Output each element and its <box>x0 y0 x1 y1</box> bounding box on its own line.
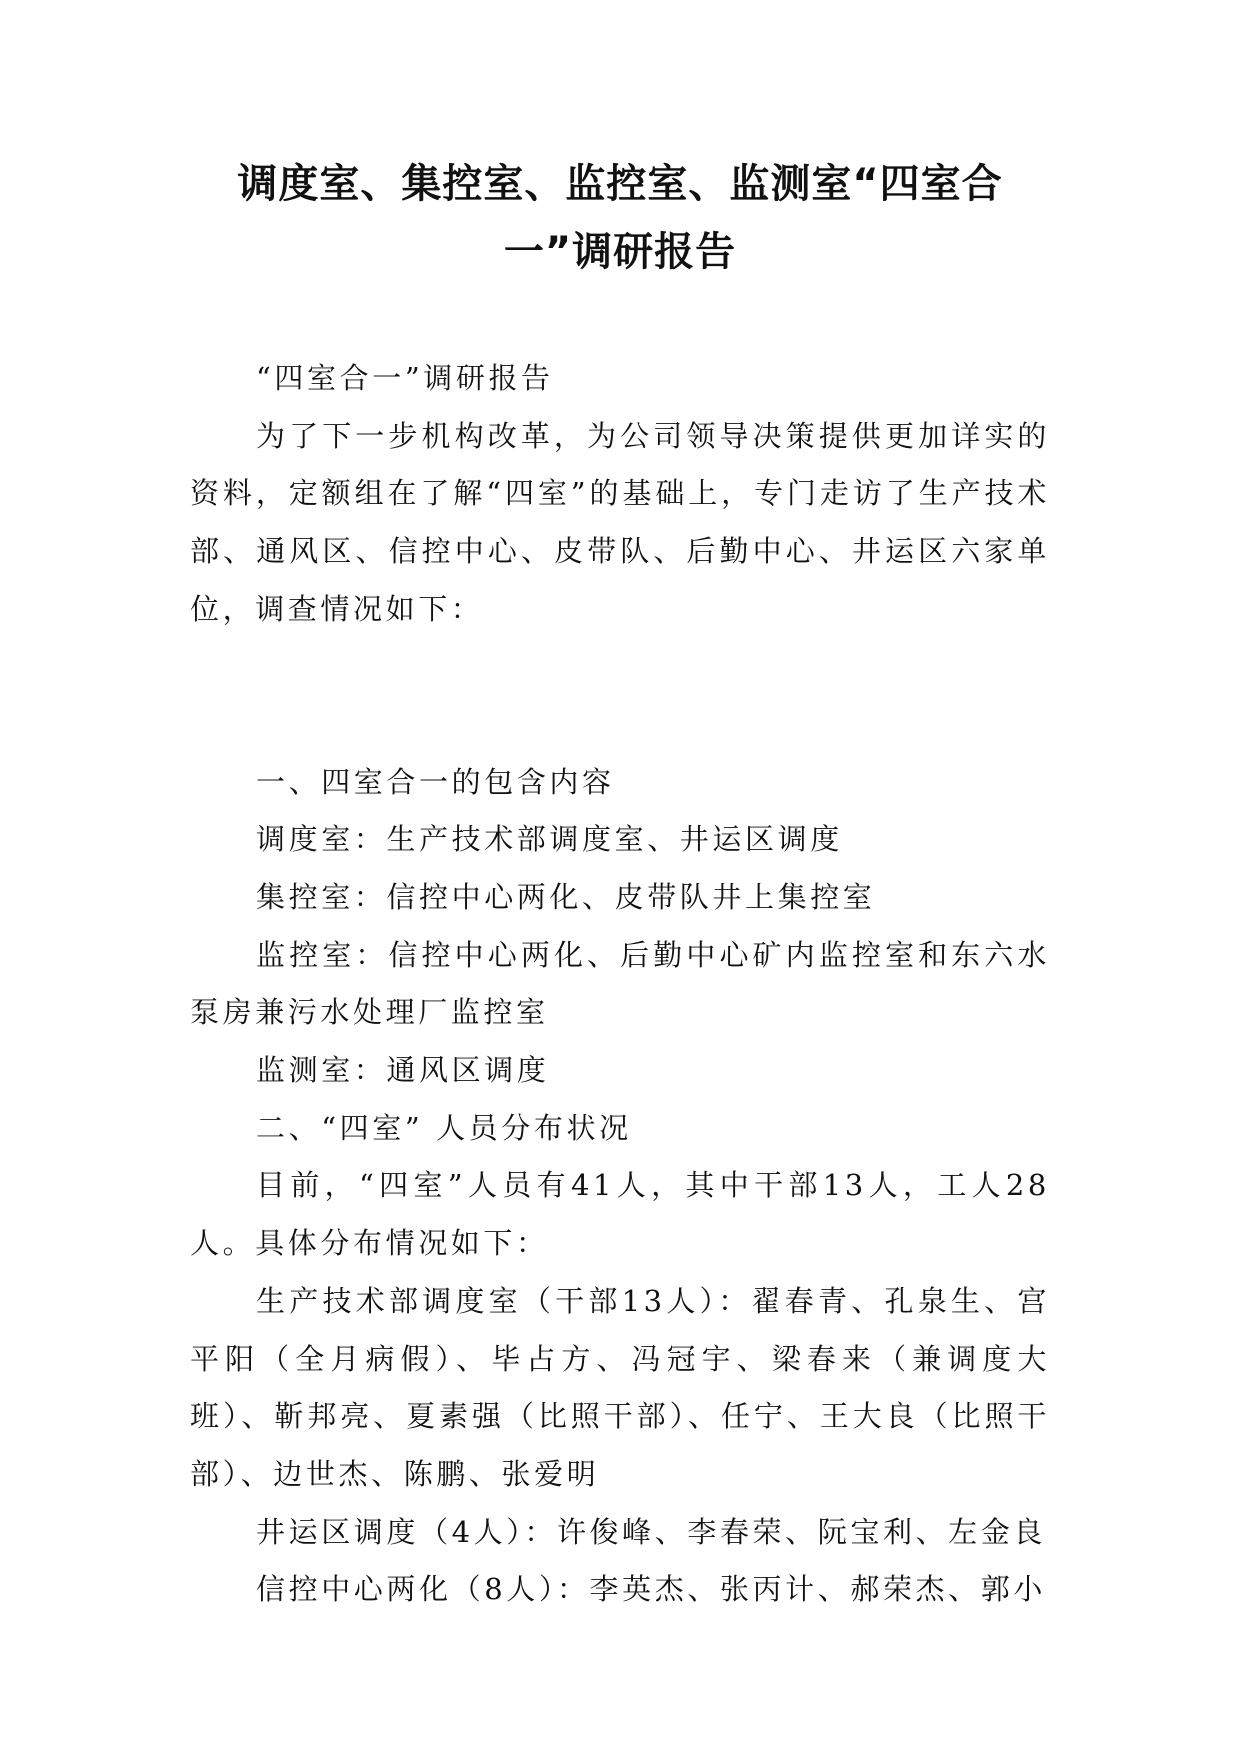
title-line-1: 调度室、集控室、监控室、监测室“四室合 <box>237 161 1003 207</box>
body-paragraph: 为了下一步机构改革，为公司领导决策提供更加详实的资料，定额组在了解“四室”的基础上，专门走访了生产技术部、通风区、信控中心、皮带队、后勤中心、井运区六家单位，调查情况如下： <box>190 418 1050 626</box>
paragraph-spacer <box>190 639 1050 754</box>
body-paragraph: 调度室：生产技术部调度室、井运区调度 <box>256 822 843 857</box>
body-paragraph: 集控室：信控中心两化、皮带队井上集控室 <box>256 879 876 914</box>
body-paragraph: 目前，“四室”人员有41人，其中干部13人，工人28人。具体分布情况如下： <box>190 1168 1050 1261</box>
document-body <box>190 350 1050 1619</box>
document-title <box>190 150 1050 286</box>
body-paragraph: 监测室：通风区调度 <box>256 1053 550 1088</box>
body-paragraph: 监控室：信控中心两化、后勤中心矿内监控室和东六水泵房兼污水处理厂监控室 <box>190 937 1050 1030</box>
body-paragraph: 信控中心两化（8人）：李英杰、张丙计、郝荣杰、郭小 <box>256 1572 1046 1607</box>
title-line-2: 一”调研报告 <box>503 229 737 275</box>
section-heading: 二、“四室” 人员分布状况 <box>256 1110 632 1145</box>
section-heading: 一、四室合一的包含内容 <box>256 764 615 799</box>
body-paragraph: 生产技术部调度室（干部13人）：翟春青、孔泉生、宫平阳（全月病假）、毕占方、冯冠宇、梁春来（兼调度大班）、靳邦亮、夏素强（比照干部）、任宁、王大良（比照干部）、边世杰、陈鹏、张爱明 <box>190 1283 1050 1491</box>
body-paragraph: 井运区调度（4人）：许俊峰、李春荣、阮宝利、左金良 <box>256 1514 1046 1549</box>
body-paragraph: “四室合一”调研报告 <box>256 361 554 395</box>
